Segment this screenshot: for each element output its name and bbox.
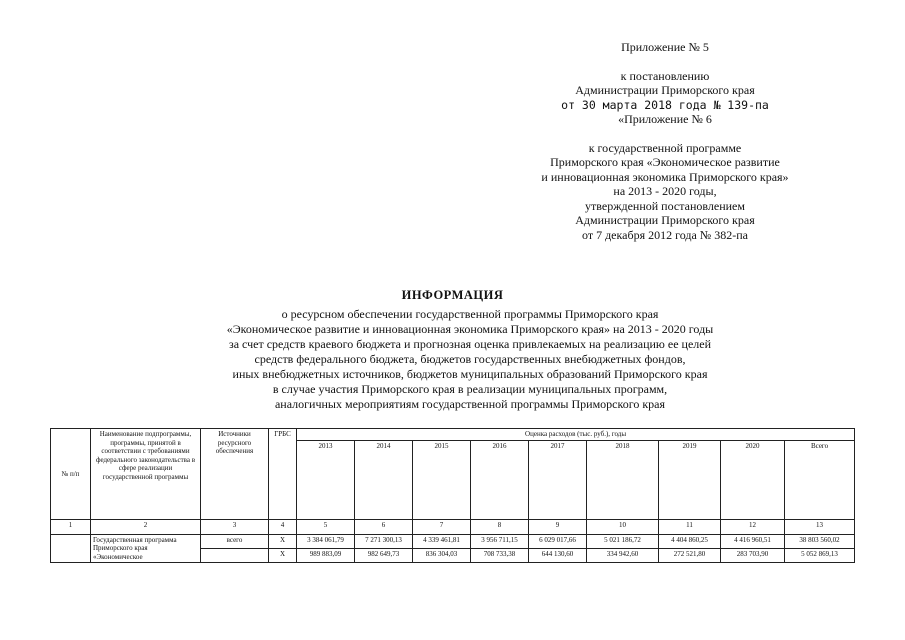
- header-num: № п/п: [51, 429, 91, 520]
- info-subtitle: [120, 307, 820, 412]
- year-cell: 2018: [587, 440, 659, 519]
- value-cell: 982 649,73: [355, 548, 413, 562]
- grbs-cell: X: [269, 534, 297, 548]
- year-cell: 2016: [471, 440, 529, 519]
- info-line: о ресурсном обеспечении государственной программы Приморского края: [281, 307, 659, 321]
- resolution-line: к постановлению: [620, 68, 710, 83]
- info-title: ИНФОРМАЦИЯ: [401, 288, 504, 302]
- table-header-row: [51, 429, 855, 441]
- value-cell: 334 942,60: [587, 548, 659, 562]
- index-cell: 6: [355, 519, 413, 534]
- index-cell: 8: [471, 519, 529, 534]
- index-cell: 2: [91, 519, 201, 534]
- year-cell: 2020: [721, 440, 785, 519]
- program-line: на 2013 - 2020 годы,: [613, 184, 717, 198]
- year-cell: 2013: [297, 440, 355, 519]
- appendix-header: [500, 40, 830, 242]
- value-cell: 7 271 300,13: [355, 534, 413, 548]
- value-cell: 38 803 560,02: [785, 534, 855, 548]
- index-cell: 13: [785, 519, 855, 534]
- value-cell: 272 521,80: [659, 548, 721, 562]
- source-cell: [201, 548, 269, 562]
- program-name-cell: Государственная программа Приморского края «Экономическое: [91, 534, 201, 563]
- index-cell: 11: [659, 519, 721, 534]
- index-row: [51, 519, 855, 534]
- year-cell: Всего: [785, 440, 855, 519]
- info-line: аналогичных мероприятиям государственной программы Приморского края: [274, 397, 666, 411]
- header-source: Источники ресурсного обеспечения: [201, 429, 269, 520]
- index-cell: 5: [297, 519, 355, 534]
- index-cell: 9: [529, 519, 587, 534]
- info-line: в случае участия Приморского края в реализации муниципальных программ,: [272, 382, 668, 396]
- resolution-date-stamp: от 30 марта 2018 года № 139-па: [561, 97, 769, 112]
- value-cell: 989 883,09: [297, 548, 355, 562]
- resolution-line: Администрации Приморского края: [575, 83, 755, 97]
- year-cell: 2015: [413, 440, 471, 519]
- year-cell: 2014: [355, 440, 413, 519]
- program-line: от 7 декабря 2012 года № 382-па: [581, 227, 749, 242]
- value-cell: 6 029 017,66: [529, 534, 587, 548]
- value-cell: 3 956 711,15: [471, 534, 529, 548]
- info-line: за счет средств краевого бюджета и прогнозная оценка привлекаемых на реализацию ее целей: [228, 337, 712, 351]
- source-cell: всего: [201, 534, 269, 548]
- value-cell: 4 339 461,81: [413, 534, 471, 548]
- year-cell: 2019: [659, 440, 721, 519]
- grbs-cell: X: [269, 548, 297, 562]
- value-cell: 4 404 860,25: [659, 534, 721, 548]
- index-cell: 1: [51, 519, 91, 534]
- index-cell: 10: [587, 519, 659, 534]
- header-name: Наименование подпрограммы, программы, принятой в соответствии с требованиями федерального законодательства в сфере реализации государственной программы: [91, 429, 201, 520]
- value-cell: 836 304,03: [413, 548, 471, 562]
- value-cell: 708 733,38: [471, 548, 529, 562]
- index-cell: 3: [201, 519, 269, 534]
- index-cell: 7: [413, 519, 471, 534]
- program-line: к государственной программе: [588, 140, 742, 155]
- index-cell: 4: [269, 519, 297, 534]
- program-line: и инновационная экономика Приморского края»: [541, 169, 789, 184]
- program-line: утвержденной постановлением: [585, 198, 745, 213]
- value-cell: 644 130,60: [529, 548, 587, 562]
- info-line: иных внебюджетных источников, бюджетов муниципальных образований Приморского края: [232, 367, 708, 381]
- row-num-cell: [51, 534, 91, 563]
- quote-appendix: «Приложение № 6: [618, 112, 712, 126]
- year-cell: 2017: [529, 440, 587, 519]
- program-line: Администрации Приморского края: [575, 213, 755, 227]
- value-cell: 5 021 186,72: [587, 534, 659, 548]
- value-cell: 5 052 869,13: [785, 548, 855, 562]
- appendix-title: Приложение № 5: [621, 40, 709, 54]
- index-cell: 12: [721, 519, 785, 534]
- program-line: Приморского края «Экономическое развитие: [550, 155, 780, 169]
- table-row: [51, 534, 855, 548]
- header-grbs: ГРБС: [269, 429, 297, 520]
- info-line: «Экономическое развитие и инновационная экономика Приморского края» на 2013 - 2020 годы: [226, 322, 714, 336]
- header-estimate: Оценка расходов (тыс. руб.), годы: [297, 429, 855, 441]
- resource-table: [50, 428, 855, 563]
- value-cell: 3 384 061,79: [297, 534, 355, 548]
- info-line: средств федерального бюджета, бюджетов государственных внебюджетных фондов,: [254, 352, 686, 366]
- value-cell: 283 703,90: [721, 548, 785, 562]
- value-cell: 4 416 960,51: [721, 534, 785, 548]
